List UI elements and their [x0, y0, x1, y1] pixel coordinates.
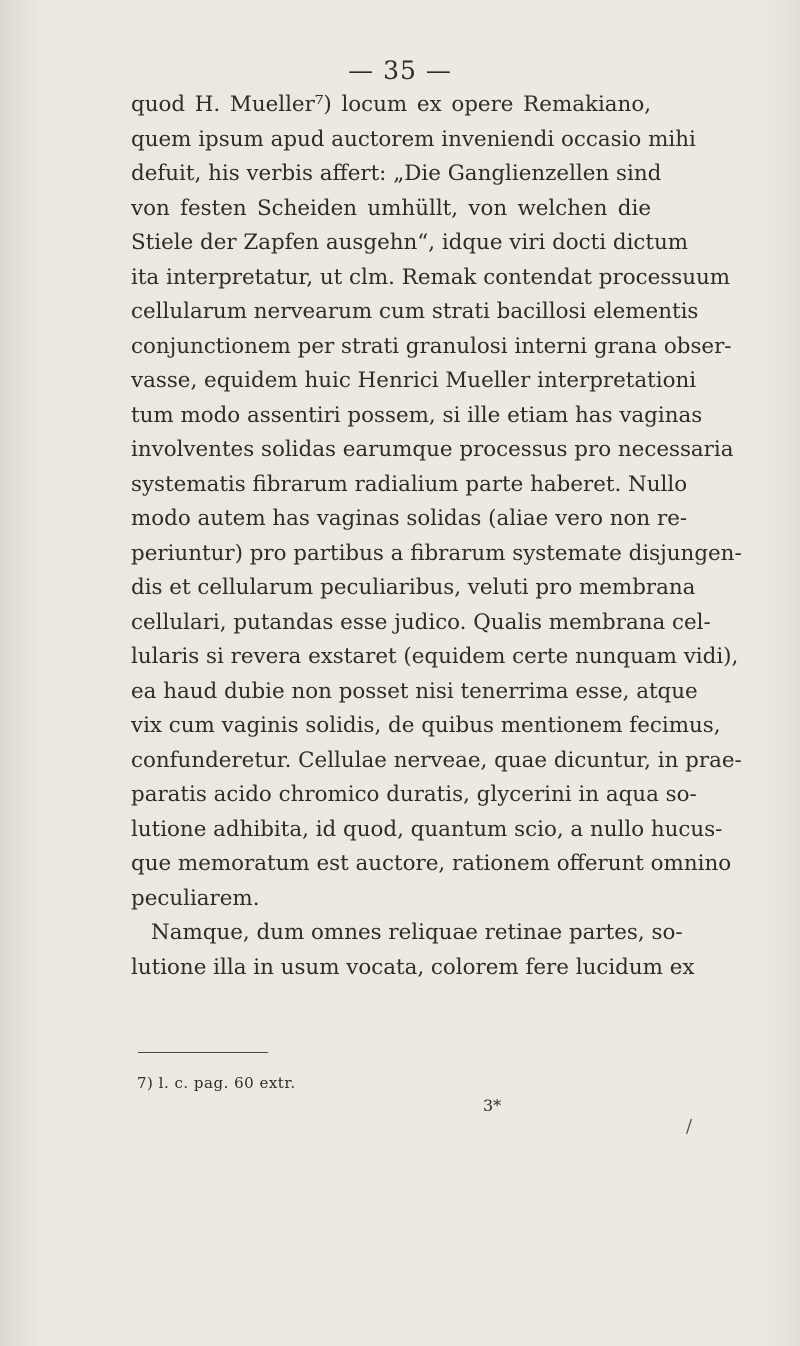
text-line: quem ipsum apud auctorem inveniendi occasio mihi [131, 126, 696, 152]
text-line: paratis acido chromico duratis, glycerini in aqua so- [131, 782, 697, 807]
body-text [131, 88, 742, 985]
text-line: systematis fibrarum radialium parte haberet. Nullo [131, 471, 688, 497]
corner-mark: / [686, 1116, 693, 1137]
text-line: cellularum nervearum cum strati bacillosi elementis [131, 299, 699, 324]
text-line: confunderetur. Cellulae nerveae, quae dicuntur, in prae- [131, 747, 742, 773]
text-line: Namque, dum omnes reliquae retinae partes, so- [151, 920, 683, 945]
text-line: periuntur) pro partibus a fibrarum systemate disjungen- [131, 540, 742, 566]
signature-mark: 3* [483, 1096, 502, 1115]
text-line: cellulari, putandas esse judico. Qualis membrana cel- [131, 609, 711, 635]
text-line: tum modo assentiri possem, si ille etiam has vaginas [131, 402, 703, 428]
text-line: involventes solidas earumque processus pro necessaria [131, 437, 734, 462]
page-number-header: — 35 — [348, 56, 452, 85]
text-line: defuit, his verbis affert: „Die Ganglienzellen sind [131, 161, 662, 186]
text-line: lutione illa in usum vocata, colorem fere lucidum ex [131, 954, 695, 980]
text-line: Stiele der Zapfen ausgehn“, idque viri docti dictum [131, 230, 689, 255]
text-line: peculiarem. [131, 885, 260, 911]
footnote-rule [138, 1052, 268, 1053]
text-line: conjunctionem per strati granulosi interni grana obser- [131, 333, 732, 359]
text-line: lularis si revera exstaret (equidem certe nunquam vidi), [131, 644, 739, 669]
footnote: 7) l. c. pag. 60 extr. [137, 1074, 296, 1092]
text-line: lutione adhibita, id quod, quantum scio, a nullo hucus- [131, 816, 723, 842]
text-line: von festen Scheiden umhüllt, von welchen die [131, 195, 651, 221]
text-line: vix cum vaginis solidis, de quibus mentionem fecimus, [131, 713, 721, 738]
text-line: ea haud dubie non posset nisi tenerrima esse, atque [131, 678, 698, 704]
text-line: dis et cellularum peculiaribus, veluti pro membrana [131, 575, 696, 600]
text-line: quod H. Mueller⁷) locum ex opere Remakiano, [131, 92, 651, 117]
text-line: ita interpretatur, ut clm. Remak contendat processuum [131, 264, 731, 290]
text-line: modo autem has vaginas solidas (aliae vero non re- [131, 506, 688, 531]
text-line: vasse, equidem huic Henrici Mueller interpretationi [131, 368, 697, 393]
text-line: que memoratum est auctore, rationem offerunt omnino [131, 851, 732, 876]
